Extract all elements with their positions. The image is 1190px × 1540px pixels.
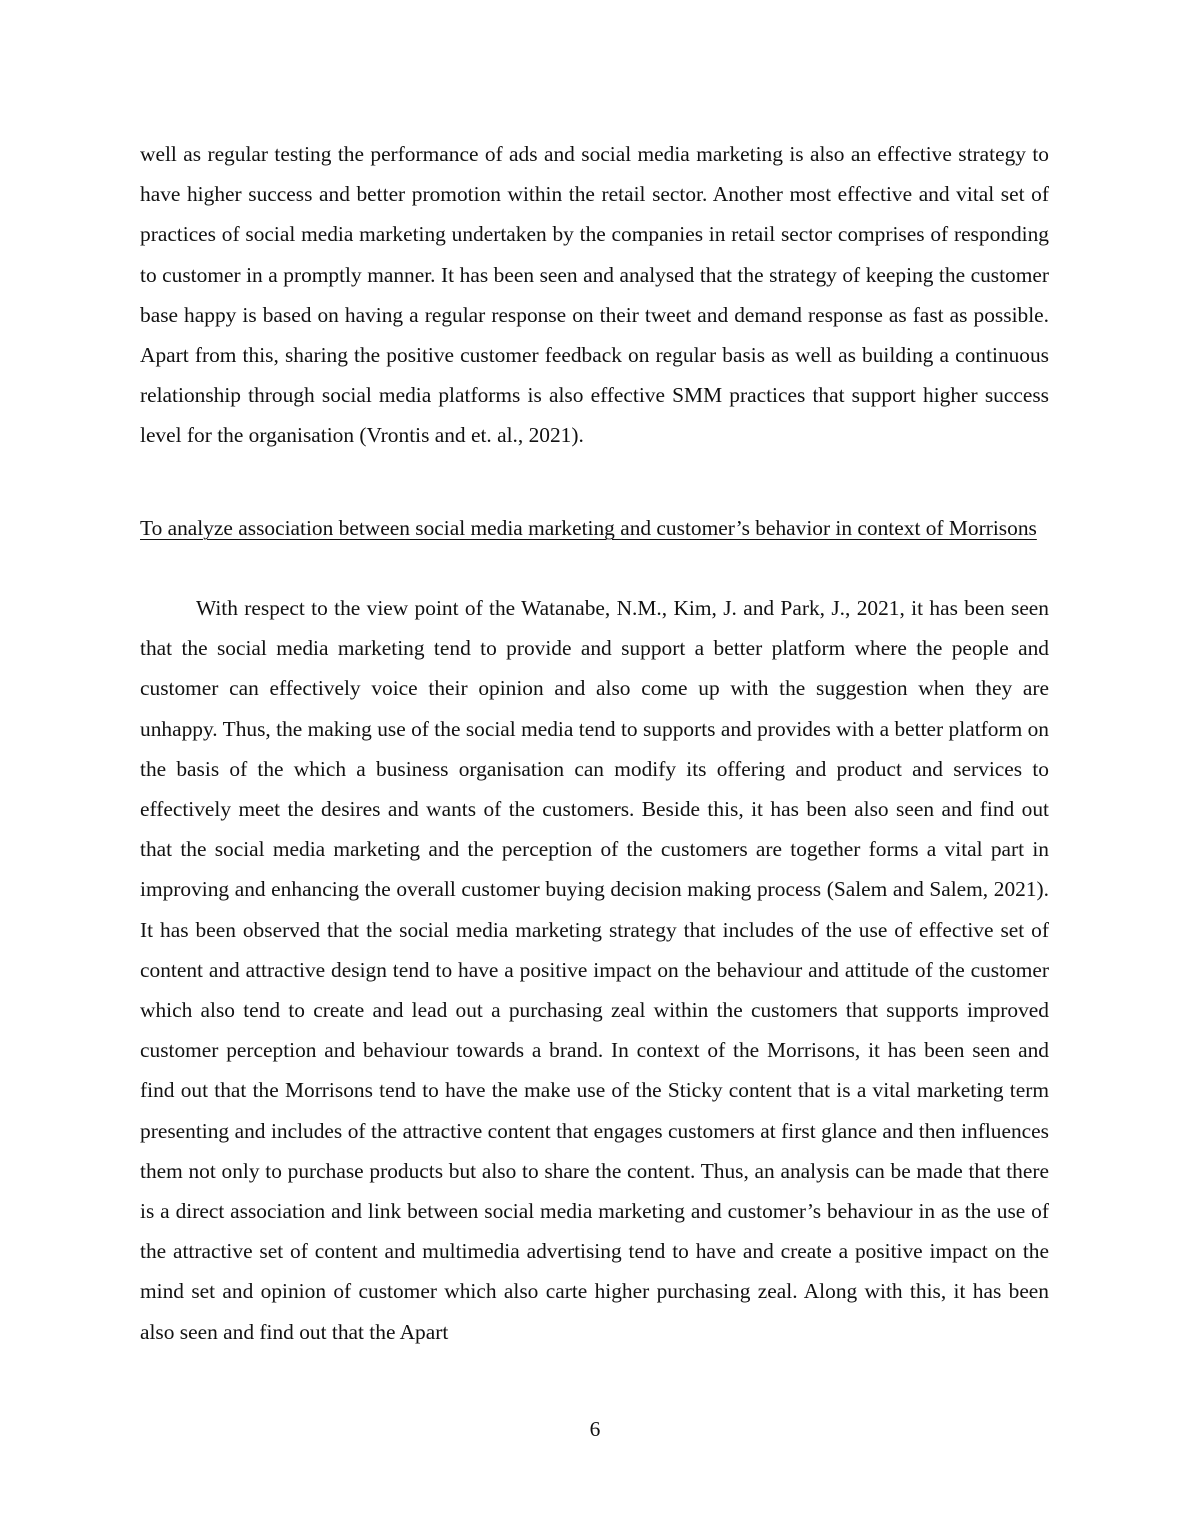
- section-heading: To analyze association between social media marketing and customer’s behavior in context of Morrisons: [140, 516, 1037, 540]
- paragraph-intro: well as regular testing the performance of ads and social media marketing is also an effective strategy to have higher success and better promotion within the retail sector. Another most effective and vital set of practices of social media marketing undertaken by the companies in retail sector comprises of responding to customer in a promptly manner. It has been seen and analysed that the strategy of keeping the customer base happy is based on having a regular response on their tweet and demand response as fast as possible. Apart from this, sharing the positive customer feedback on regular basis as well as building a continuous relationship through social media platforms is also effective SMM practices that support higher success level for the organisation (Vrontis and et. al., 2021).: [140, 142, 1049, 448]
- paragraph-body: With respect to the view point of the Watanabe, N.M., Kim, J. and Park, J., 2021, it has been seen that the social media marketing tend to provide and support a better platform where the people and customer can effectively voice their opinion and also come up with the suggestion when they are unhappy. Thus, the making use of the social media tend to supports and provides with a better platform on the basis of the which a business organisation can modify its offering and product and services to effectively meet the desires and wants of the customers. Beside this, it has been also seen and find out that the social media marketing and the perception of the customers are together forms a vital part in improving and enhancing the overall customer buying decision making process (Salem and Salem, 2021). It has been observed that the social media marketing strategy that includes of the use of effective set of content and attractive design tend to have a positive impact on the behaviour and attitude of the customer which also tend to create and lead out a purchasing zeal within the customers that supports improved customer perception and behaviour towards a brand. In context of the Morrisons, it has been seen and find out that the Morrisons tend to have the make use of the Sticky content that is a vital marketing term presenting and includes of the attractive content that engages customers at first glance and then influences them not only to purchase products but also to share the content. Thus, an analysis can be made that there is a direct association and link between social media marketing and customer’s behaviour in as the use of the attractive set of content and multimedia advertising tend to have and create a positive impact on the mind set and opinion of customer which also carte higher purchasing zeal. Along with this, it has been also seen and find out that the Apart: [140, 596, 1049, 1344]
- page-number: 6: [589, 1417, 601, 1441]
